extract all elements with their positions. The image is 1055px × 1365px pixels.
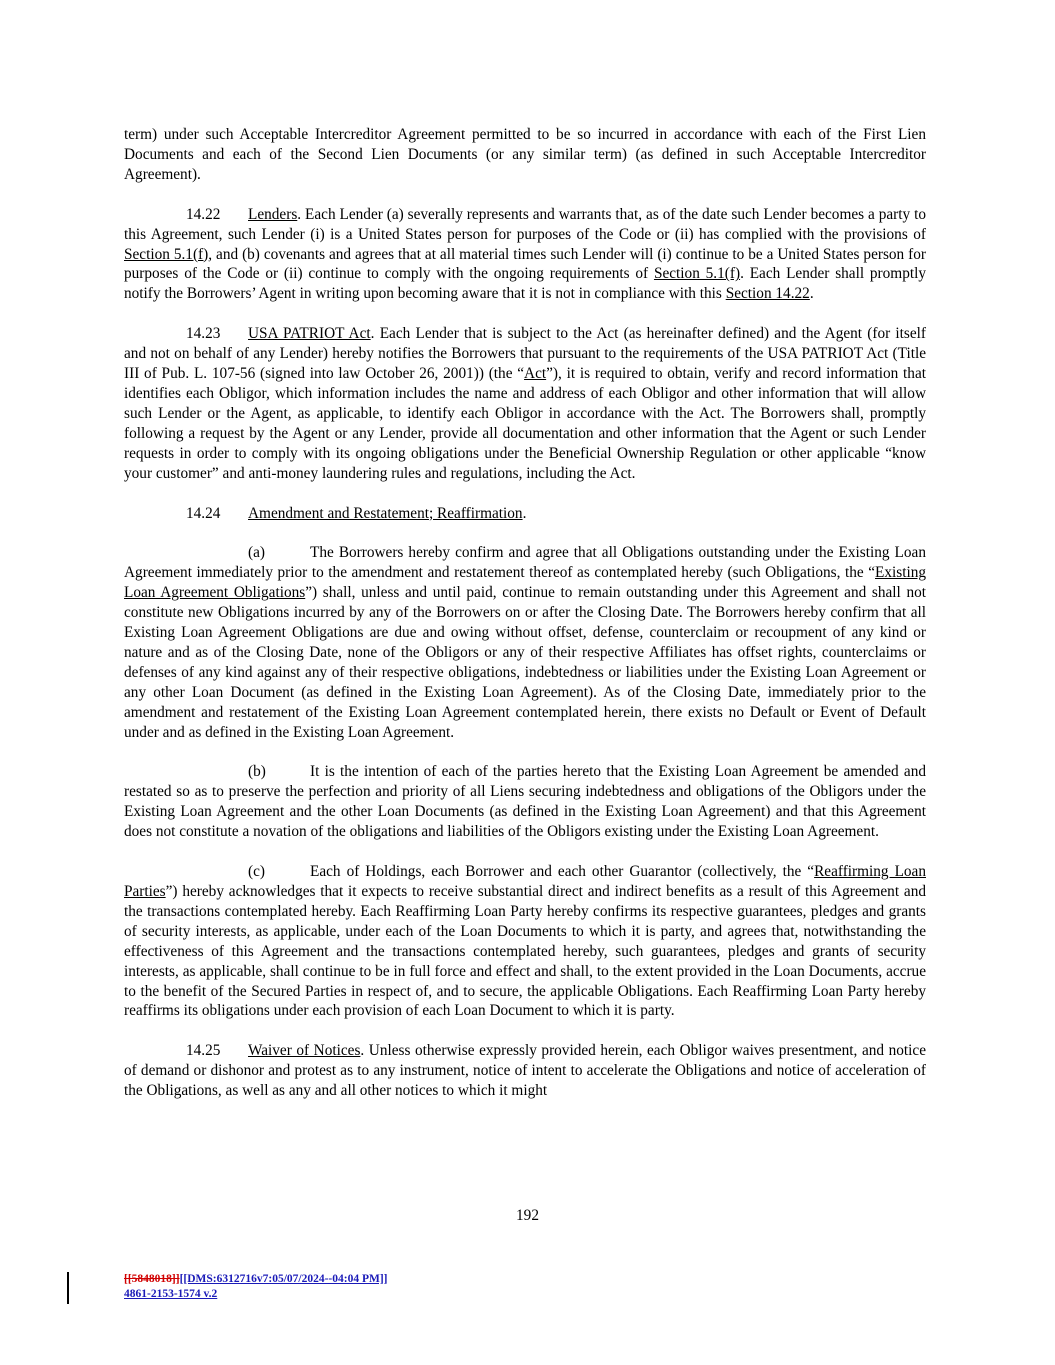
defined-term: Act [524,365,547,383]
section-number: 14.25 [186,1042,221,1060]
inserted-doc-id: [[DMS:6312716v7:05/07/2024--04:04 PM]] [179,1273,388,1285]
text-run: . [809,285,814,303]
text-run: . Unless otherwise expressly provided herein, each Obligor waives presentment, and notice of demand or dishonor and protest as to any instrument, notice of intent to accelerate the Obligations and notice of acceleration of the Obligations, as well as any and all other notices to which it might [124,1042,926,1100]
section-heading: Amendment and Restatement; Reaffirmation [248,504,523,522]
subsection-label: (c) [248,863,265,881]
text-run: ”) hereby acknowledges that it expects to receive substantial direct and indirect benefits as a result of this Agreement and the transactions contemplated hereby. Each Reaffirming Loan Party hereby confirms its respective guarantees, pledges and grants of security interests, as applicable, under each of the Loan Documents to which it is party, and agrees that, notwithstanding the effectiveness of this Agreement and the transactions contemplated hereby, such guarantees, pledges and grants of security interests, as applicable, shall continue to be in full force and effect and shall, to the extent provided in the Loan Documents, accrue to the benefit of the Secured Parties in respect of, and to secure, the applicable Obligations. Each Reaffirming Loan Party hereby reaffirms its obligations under each provision of each Loan Document to which it is party. [124,883,926,1020]
text-run: It is the intention of each of the parties hereto that the Existing Loan Agreement be amended and restated so as to preserve the perfection and priority of all Liens securing indebtedness and obligations of the Obligors under the Existing Loan Agreement and the other Loan Documents (as defined in the Existing Loan Agreement) and that this Agreement does not constitute a novation of the obligations and liabilities of the Obligors existing under the Existing Loan Agreement. [124,763,926,841]
section-14-23 [124,324,926,483]
text-run: , and (b) covenants and agrees that at all material times such Lender will (i) continue to be a United States person for purposes of the Code or (ii) continue to comply with the ongoing requirements of [124,245,926,283]
section-14-22 [124,205,926,305]
text-run: . Each Lender that is subject to the Act (as hereinafter defined) and the Agent (for itself and not on behalf of any Lender) hereby notifies the Borrowers that pursuant to the requirements of the USA PATRIOT Act (Title III of Pub. L. 107-56 (signed into law October 26, 2001)) (the “ [124,325,927,383]
text-run: . [522,504,527,522]
document-footer [124,1272,388,1302]
text-run: The Borrowers hereby confirm and agree that all Obligations outstanding under the Existing Loan Agreement immediately prior to the amendment and restatement thereof as contemplated hereby (such Obligations, the “ [124,544,926,582]
section-number: 14.24 [186,504,221,522]
subsection-c [124,862,926,1021]
footer-doc-number: 4861-2153-1574 v.2 [124,1288,218,1300]
text-run: . Each Lender shall promptly notify the Borrowers’ Agent in writing upon becoming aware that it is not in compliance with this [124,265,926,303]
page-number: 192 [516,1207,539,1224]
deleted-doc-id: [[5848018]] [124,1273,180,1285]
text-run: ”) shall, unless and until paid, continue to remain outstanding under this Agreement and shall not constitute new Obligations incurred by any of the Borrowers on or after the Closing Date. The Borrowers hereby confirm that all Existing Loan Agreement Obligations are due and owing without offset, defense, counterclaim or recoupment of any kind or nature and as of the Closing Date, none of the Obligors or any of their respective Affiliates has offset rights, counterclaims or defenses of any kind against any of their respective obligations, indebtedness or liabilities under the Existing Loan Agreement or any other Loan Document (as defined in the Existing Loan Agreement). As of the Closing Date, immediately prior to the amendment and restatement of the Existing Loan Agreement contemplated herein, there exists no Default or Event of Default under and as defined in the Existing Loan Agreement. [124,584,926,741]
section-14-25 [124,1041,926,1101]
text-run: Each of Holdings, each Borrower and each other Guarantor (collectively, the “ [310,863,815,881]
section-14-24 [124,504,926,524]
change-bar [67,1272,69,1304]
document-body [124,125,926,1101]
text-run: . Each Lender (a) severally represents and warrants that, as of the date such Lender becomes a party to this Agreement, such Lender (i) is a United States person for purposes of the Code or (ii) has complied with the provisions of [124,205,926,243]
section-heading: Lenders [248,205,298,223]
footer-dms-line [124,1272,388,1287]
continuation-paragraph: term) under such Acceptable Intercreditor Agreement permitted to be so incurred in accordance with each of the First Lien Documents and each of the Second Lien Documents (or any similar term) (as defined in such Acceptable Intercreditor Agreement). [124,126,926,183]
section-number: 14.22 [186,205,221,223]
subsection-a [124,543,926,742]
text-run: ”), it is required to obtain, verify and record information that identifies each Obligor, which information includes the name and address of each Obligor and other information that will allow such Lender or the Agent, as applicable, to identify each Obligor in accordance with the Act. The Borrowers shall, promptly following a request by the Agent or any Lender, provide all documentation and other information that the Agent or such Lender requests in order to comply with its ongoing obligations under the Beneficial Ownership Regulation or other applicable “know your customer” and anti-money laundering rules and regulations, including the Act. [124,365,926,482]
cross-reference: Section 5.1(f) [124,245,209,263]
cross-reference: Section 5.1(f) [653,265,741,283]
section-heading: Waiver of Notices [248,1042,361,1060]
defined-term: Reaffirming Loan Parties [124,863,926,900]
subsection-label: (a) [248,544,265,562]
section-heading: USA PATRIOT Act [248,325,371,343]
section-number: 14.23 [186,325,221,343]
defined-term: Existing Loan Agreement Obligations [124,564,926,602]
subsection-label: (b) [248,763,266,781]
subsection-b [124,762,926,842]
cross-reference: Section 14.22 [725,285,810,303]
